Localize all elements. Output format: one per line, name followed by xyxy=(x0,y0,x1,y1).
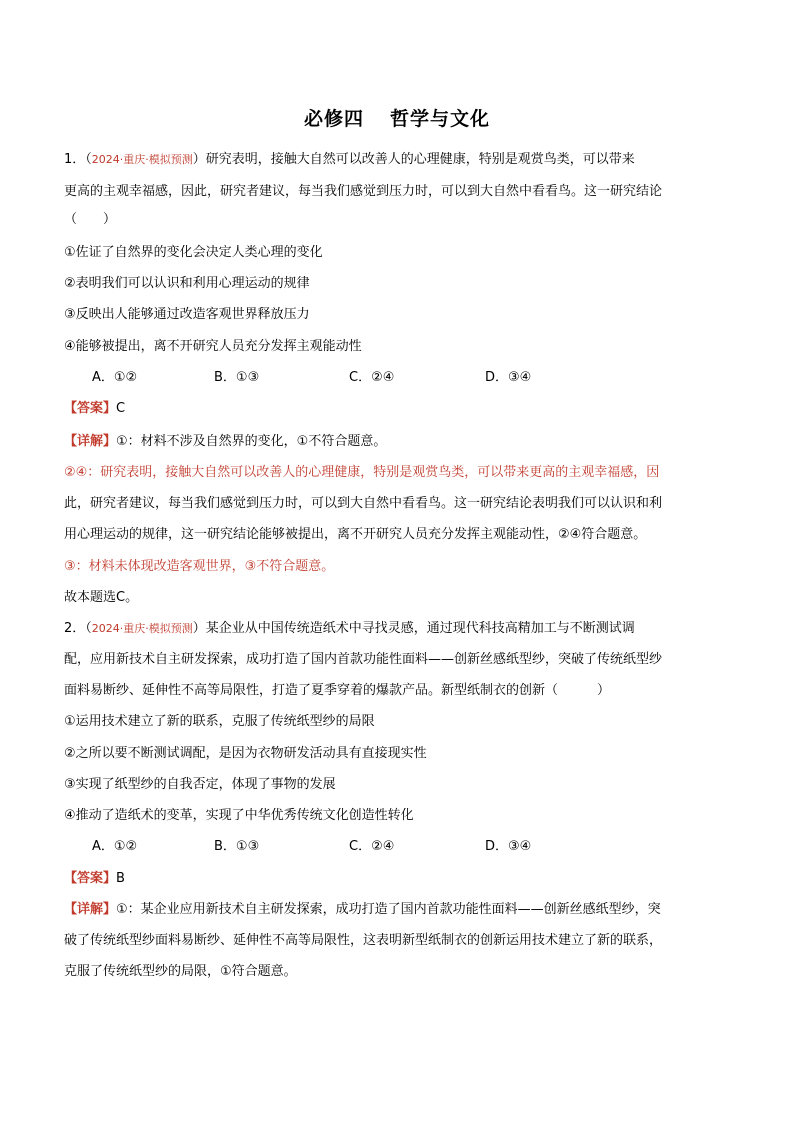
q2-stem-line3: 面料易断纱、延伸性不高等局限性，打造了夏季穿着的爆款产品。新型纸制衣的创新（ ） xyxy=(64,683,611,698)
q2-detail-line2: 破了传统纸型纱面料易断纱、延伸性不高等局限性，这表明新型纸制衣的创新运用技术建立了新的联系， xyxy=(64,933,663,948)
q1-stem-text1: 研究表明，接触大自然可以改善人的心理健康，特别是观赏鸟类，可以带来 xyxy=(205,152,635,167)
q2-option-a: A．①② xyxy=(92,839,138,854)
q2-source-close: ） xyxy=(192,621,206,636)
q1-conclusion: 故本题选C。 xyxy=(64,590,139,605)
q1-item-3: ③反映出人能够通过改造客观世界释放压力 xyxy=(64,307,310,322)
q2-item-2: ②之所以要不断测试调配，是因为衣物研发活动具有直接现实性 xyxy=(64,746,427,761)
q2-answer-label: 【答案】 xyxy=(64,871,117,886)
q1-source-close: ） xyxy=(192,152,206,167)
q2-item-1: ①运用技术建立了新的联系，克服了传统纸型纱的局限 xyxy=(64,714,375,729)
q1-answer-label: 【答案】 xyxy=(64,401,117,416)
title-part2: 哲学与文化 xyxy=(390,108,491,130)
q1-answer xyxy=(64,399,734,419)
q2-detail-label: 【详解】 xyxy=(64,902,117,917)
q1-option-c: C．②④ xyxy=(349,370,395,385)
q2-answer-value: B xyxy=(116,871,125,886)
q1-detail-red-line1: ②④：研究表明，接触大自然可以改善人的心理健康，特别是观赏鸟类，可以带来更高的主观幸福感，因 xyxy=(64,465,660,480)
q1-detail-label: 【详解】 xyxy=(64,434,117,449)
q1-item-2: ②表明我们可以认识和利用心理运动的规律 xyxy=(64,276,310,291)
q2-option-b: B．①③ xyxy=(214,839,260,854)
q1-item-1: ①佐证了自然界的变化会决定人类心理的变化 xyxy=(64,245,323,260)
q2-detail-line1 xyxy=(64,900,734,920)
q2-options xyxy=(92,837,692,857)
q1-stem-line2: 更高的主观幸福感，因此，研究者建议，每当我们感觉到压力时，可以到大自然中看看鸟。这一研究结论 xyxy=(64,184,663,199)
q2-detail-text1: ①：某企业应用新技术自主研发探索，成功打造了国内首款功能性面料——创新丝感纸型纱，突 xyxy=(116,902,661,917)
q2-stem-text1: 某企业从中国传统造纸术中寻找灵感，通过现代科技高精加工与不断测试调 xyxy=(205,621,635,636)
q1-options xyxy=(92,368,692,388)
title-part1: 必修四 xyxy=(303,108,364,130)
q2-number: 2．（ xyxy=(64,621,92,636)
q2-detail-line3: 克服了传统纸型纱的局限，①符合题意。 xyxy=(64,964,297,979)
q2-stem-line2: 配，应用新技术自主研发探索，成功打造了国内首款功能性面料——创新丝感纸型纱，突破了传统纸型纱 xyxy=(64,652,663,667)
q1-detail-line3: 此，研究者建议，每当我们感觉到压力时，可以到大自然中看看鸟。这一研究结论表明我们可以认识和利 xyxy=(64,496,663,511)
q1-detail-red-line4: ③：材料未体现改造客观世界，③不符合题意。 xyxy=(64,559,335,574)
q1-item-4: ④能够被提出，离不开研究人员充分发挥主观能动性 xyxy=(64,339,362,354)
q1-stem-line3: （ ） xyxy=(64,212,117,227)
q2-item-3: ③实现了纸型纱的自我否定，体现了事物的发展 xyxy=(64,777,336,792)
q1-option-a: A．①② xyxy=(92,370,138,385)
q2-stem-line1 xyxy=(64,619,734,639)
q1-detail-text1: ①：材料不涉及自然界的变化，①不符合题意。 xyxy=(116,434,387,449)
q1-option-d: D．③④ xyxy=(485,370,532,385)
q2-source: 2024·重庆·模拟预测 xyxy=(91,622,193,635)
q1-option-b: B．①③ xyxy=(214,370,260,385)
q2-item-4: ④推动了造纸术的变革，实现了中华优秀传统文化创造性转化 xyxy=(64,808,414,823)
q1-number: 1．（ xyxy=(64,152,92,167)
q1-detail-line1 xyxy=(64,432,734,452)
q2-option-c: C．②④ xyxy=(349,839,395,854)
q1-source: 2024·重庆·模拟预测 xyxy=(91,153,193,166)
page-title xyxy=(0,104,794,131)
q2-option-d: D．③④ xyxy=(485,839,532,854)
q2-answer xyxy=(64,869,734,889)
q1-answer-value: C xyxy=(116,401,126,416)
q1-detail-line4: 用心理运动的规律，这一研究结论能够被提出，离不开研究人员充分发挥主观能动性，②④符合题意。 xyxy=(64,527,647,542)
q1-stem-line1 xyxy=(64,150,734,170)
